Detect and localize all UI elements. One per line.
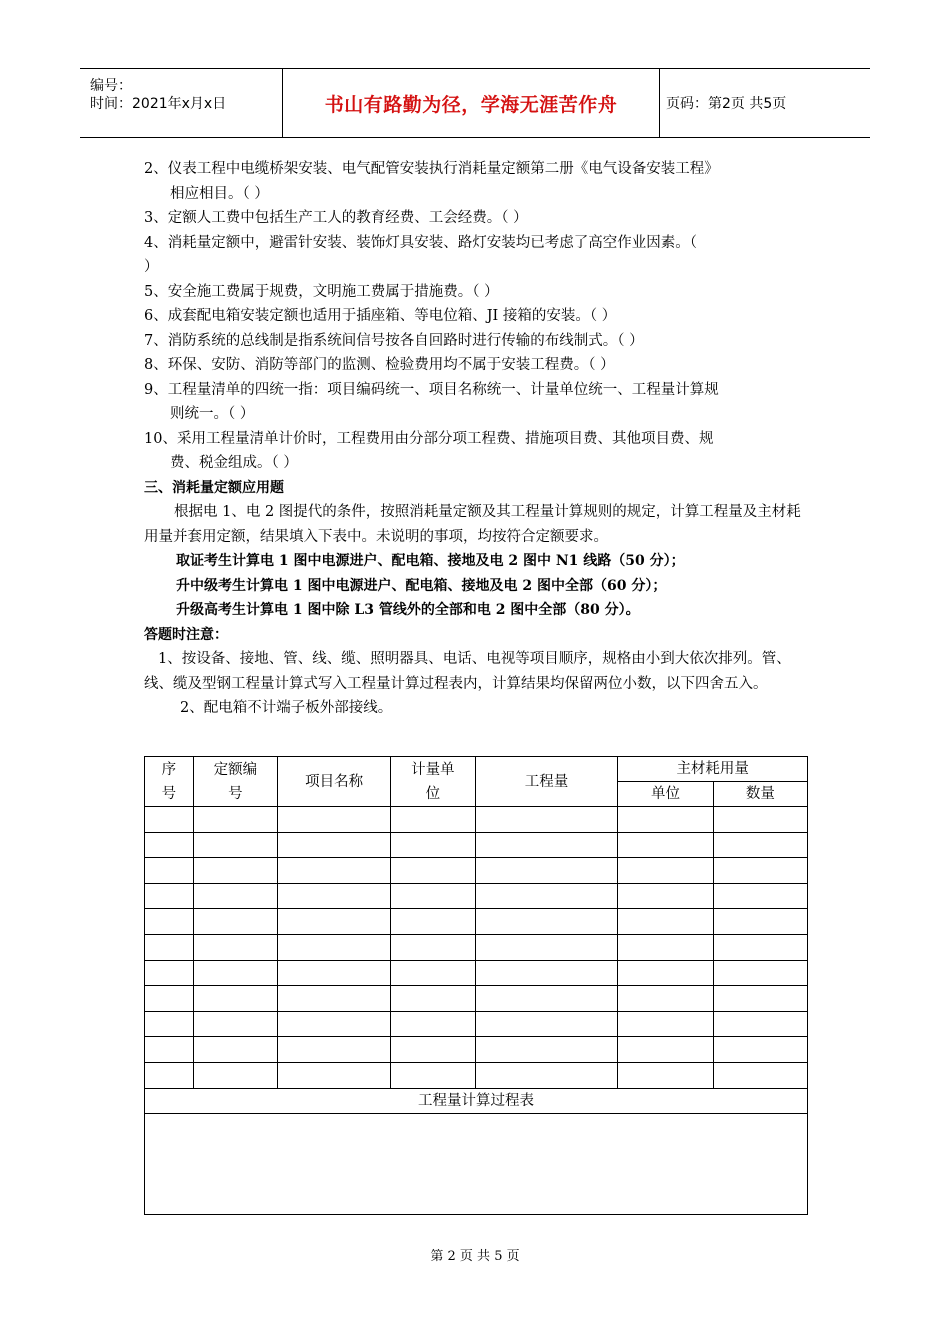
note-1: 1、按设备、接地、管、线、缆、照明器具、电话、电视等项目顺序，规格由小到大依次排列。管、线、缆及型钢工程量计算式写入工程量计算过程表内，计算结果均保留两位小数，以下四舍五入。 [144,651,791,692]
table-row [145,986,808,1012]
table-cell[interactable] [475,986,618,1012]
header-text: 号 [161,785,177,802]
table-cell[interactable] [193,1037,277,1063]
table-cell[interactable] [713,1037,807,1063]
judgement-item-2 [144,157,810,206]
header-quantity: 工程量 [475,757,618,807]
table-cell[interactable] [713,909,807,935]
requirement-line-1: 取证考生计算电 1 图中电源进户、配电箱、接地及电 2 图中 N1 线路（50 分）； [176,553,685,569]
table-cell[interactable] [618,934,713,960]
table-cell[interactable] [145,1011,194,1037]
table-cell[interactable] [145,832,194,858]
table-cell[interactable] [278,832,391,858]
table-cell[interactable] [618,960,713,986]
table-cell[interactable] [618,1062,713,1088]
table-cell[interactable] [145,1037,194,1063]
table-cell[interactable] [391,909,475,935]
table-cell[interactable] [713,883,807,909]
table-cell[interactable] [618,807,713,833]
table-cell[interactable] [193,986,277,1012]
table-cell[interactable] [618,883,713,909]
header-meta [80,69,282,137]
table-cell[interactable] [278,1037,391,1063]
table-cell[interactable] [145,909,194,935]
table-cell[interactable] [278,909,391,935]
doc-number-label: 编号： [90,78,132,94]
process-table-title: 工程量计算过程表 [145,1088,808,1113]
table-cell[interactable] [391,1011,475,1037]
item-line: 3、定额人工费中包括生产工人的教育经费、工会经费。（ ） [144,210,528,226]
item-line: 4、消耗量定额中，避雷针安装、装饰灯具安装、路灯安装均已考虑了高空作业因素。（ [144,234,697,251]
judgement-item-10 [144,427,810,476]
table-cell[interactable] [193,1062,277,1088]
table-cell[interactable] [145,1062,194,1088]
table-cell[interactable] [713,807,807,833]
judgement-item-9 [144,378,810,427]
main-content [144,157,810,721]
table-cell[interactable] [713,1011,807,1037]
section-title: 三、消耗量定额应用题 [144,479,284,496]
header-unit [391,757,475,807]
note-2: 2、配电箱不计端子板外部接线。 [180,700,393,716]
table-cell[interactable] [145,858,194,884]
table-row [145,1011,808,1037]
table-cell[interactable] [391,934,475,960]
table-cell[interactable] [145,934,194,960]
header-quota-code [193,757,277,807]
item-line-cont: 则统一。（ ） [170,406,255,422]
judgement-item-8 [144,353,810,378]
header-text: 计量单 [411,761,455,778]
table-row [145,1037,808,1063]
requirement-line-2: 升中级考生计算电 1 图中电源进户、配电箱、接地及电 2 图中全部（60 分）； [176,577,667,594]
table-cell[interactable] [391,807,475,833]
item-line: 10、采用工程量清单计价时，工程费用由分部分项工程费、措施项目费、其他项目费、规 [144,430,714,447]
item-line-cont: 费、税金组成。（ ） [170,455,298,471]
table-cell[interactable] [145,883,194,909]
process-work-area[interactable] [145,1113,808,1214]
table-cell[interactable] [618,1037,713,1063]
table-cell[interactable] [193,960,277,986]
table-cell[interactable] [618,909,713,935]
table-cell[interactable] [278,986,391,1012]
table-cell[interactable] [475,1037,618,1063]
table-cell[interactable] [391,883,475,909]
table-cell[interactable] [618,1011,713,1037]
table-cell[interactable] [278,960,391,986]
table-row [145,960,808,986]
table-cell[interactable] [193,807,277,833]
table-cell[interactable] [193,832,277,858]
table-cell[interactable] [193,909,277,935]
table-cell[interactable] [618,986,713,1012]
table-cell[interactable] [618,858,713,884]
page-header [80,68,870,138]
table-cell[interactable] [193,883,277,909]
table-cell[interactable] [475,883,618,909]
table-cell[interactable] [278,883,391,909]
section-intro: 根据电 1、电 2 图提代的条件，按照消耗量定额及其工程量计算规则的规定，计算工程量及主材耗用量并套用定额，结果填入下表中。未说明的事项，均按符合定额要求。 [144,504,801,545]
doc-time-label: 时间：2021年x月x日 [90,96,227,112]
header-seq [145,757,194,807]
table-cell[interactable] [278,1011,391,1037]
header-item-name: 项目名称 [278,757,391,807]
notes-title: 答题时注意： [144,626,228,643]
table-cell[interactable] [475,960,618,986]
table-cell[interactable] [145,986,194,1012]
table-cell[interactable] [618,832,713,858]
table-cell[interactable] [391,960,475,986]
table-cell[interactable] [193,858,277,884]
table-cell[interactable] [475,832,618,858]
table-row [145,909,808,935]
header-main-material: 主材耗用量 [618,757,808,782]
judgement-item-6 [144,304,810,329]
table-cell[interactable] [475,934,618,960]
item-line-cont: 相应相目。（ ） [170,185,269,202]
table-cell[interactable] [391,1062,475,1088]
table-cell[interactable] [713,1062,807,1088]
item-line: 5、安全施工费属于规费，文明施工费属于措施费。（ ） [144,283,499,300]
item-line: 6、成套配电箱安装定额也适用于插座箱、等电位箱、JI 接箱的安装。（ ） [144,308,617,324]
table-cell[interactable] [278,858,391,884]
item-line-cont: ） [144,259,159,275]
table-row [145,934,808,960]
table-cell[interactable] [475,858,618,884]
table-cell[interactable] [145,960,194,986]
table-cell[interactable] [278,934,391,960]
table-row [145,883,808,909]
table-cell[interactable] [475,909,618,935]
item-line: 2、仪表工程中电缆桥架安装、电气配管安装执行消耗量定额第二册《电气设备安装工程》 [144,161,719,177]
table-cell[interactable] [391,986,475,1012]
table-cell[interactable] [391,832,475,858]
table-cell[interactable] [475,807,618,833]
header-motto: 书山有路勤为径，学海无涯苦作舟 [282,69,660,137]
item-line: 7、消防系统的总线制是指系统间信号按各自回路时进行传输的布线制式。（ ） [144,332,644,349]
page-footer: 第 2 页 共 5 页 [430,1249,520,1264]
table-cell[interactable] [391,1037,475,1063]
table-cell[interactable] [193,1011,277,1037]
table-cell[interactable] [713,934,807,960]
judgement-item-7 [144,329,810,354]
header-material-qty: 数量 [713,782,807,807]
table-cell[interactable] [713,986,807,1012]
table-cell[interactable] [713,832,807,858]
item-line: 8、环保、安防、消防等部门的监测、检验费用均不属于安装工程费。（ ） [144,357,615,373]
header-text: 定额编 [213,761,258,778]
table-cell[interactable] [193,934,277,960]
table-cell[interactable] [391,858,475,884]
table-row [145,858,808,884]
process-body-row [145,1113,808,1214]
table-cell[interactable] [278,1062,391,1088]
process-title-row [145,1088,808,1113]
table-row [145,1062,808,1088]
table-row [145,832,808,858]
header-text: 序 [161,761,177,778]
table-cell[interactable] [475,1062,618,1088]
table-cell[interactable] [278,807,391,833]
table-cell[interactable] [475,1011,618,1037]
judgement-item-4 [144,231,810,280]
table-header-row [145,757,808,782]
judgement-item-3 [144,206,810,231]
header-page-label: 页码：第2页 共5页 [666,96,787,112]
table-cell[interactable] [145,807,194,833]
table-cell[interactable] [713,858,807,884]
item-line: 9、工程量清单的四统一指：项目编码统一、项目名称统一、计量单位统一、工程量计算规 [144,381,719,398]
table-row [145,807,808,833]
header-text: 位 [425,785,441,802]
table-cell[interactable] [713,960,807,986]
header-material-unit: 单位 [618,782,713,807]
requirement-line-3: 升级高考生计算电 1 图中除 L3 管线外的全部和电 2 图中全部（80 分）。 [176,602,640,618]
header-text: 号 [228,785,243,802]
answer-table [144,756,808,1215]
judgement-item-5 [144,280,810,305]
